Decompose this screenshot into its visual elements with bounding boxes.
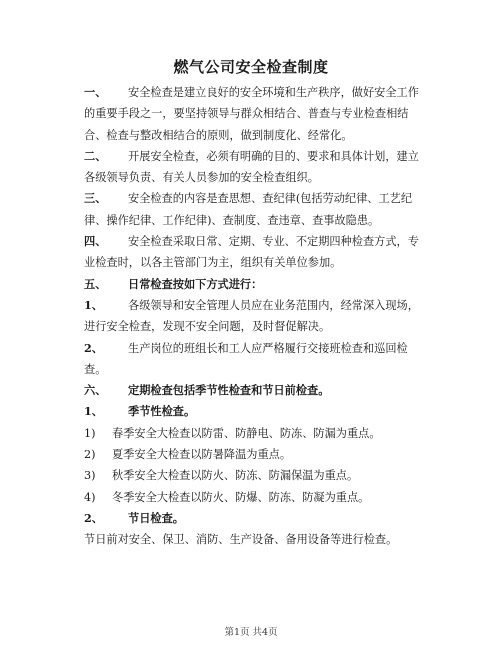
- section-text: 安全检查是建立良好的安全环境和生产秩序，做好安全工作的重要手段之一，要坚持领导与群众相结合、普查与专业检查相结合、检查与整改相结合的原则，做到制度化、经常化。: [84, 86, 419, 142]
- section-text: 安全检查采取日常、定期、专业、不定期四种检查方式，专业检查时，以各主管部门为主，组织有关单位参加。: [84, 235, 419, 270]
- section-6-heading: [84, 380, 424, 401]
- item-number: 3): [84, 469, 96, 483]
- item-number: 2): [84, 448, 96, 462]
- section-5-item-2: [84, 338, 424, 381]
- section-2: [84, 146, 424, 189]
- section-4: [84, 231, 424, 274]
- sub-number: 2、: [84, 510, 103, 525]
- section-5-heading: [84, 274, 424, 295]
- holiday-check-text: 节日前对安全、保卫、消防、生产设备、备用设备等进行检查。: [84, 533, 398, 547]
- seasonal-item-3: [84, 465, 424, 486]
- section-6-sub-1-heading: [84, 401, 424, 422]
- item-text: 夏季安全大检查以防暑降温为重点。: [112, 448, 292, 462]
- section-number: 六、: [84, 383, 107, 398]
- section-number: 一、: [84, 85, 107, 99]
- section-heading-text: 定期检查包括季节性检查和节日前检查。: [128, 383, 330, 398]
- section-number: 四、: [84, 234, 107, 249]
- page-number-footer: 第1页 共4页: [224, 627, 278, 638]
- item-text: 秋季安全大检查以防火、防冻、防漏保温为重点。: [112, 469, 359, 483]
- item-number: 4): [84, 490, 96, 504]
- section-heading-text: 日常检查按如下方式进行：: [128, 276, 263, 291]
- section-number: 三、: [84, 191, 107, 206]
- item-text: 冬季安全大检查以防火、防爆、防冻、防凝为重点。: [112, 490, 370, 504]
- section-5-item-1: [84, 295, 424, 338]
- item-number: 1): [84, 426, 96, 440]
- section-text: 安全检查的内容是查思想、查纪律(包括劳动纪律、工艺纪律、操作纪律、工作纪律)、查制度、查违章、查事故隐患。: [84, 192, 413, 227]
- section-number: 五、: [84, 276, 107, 291]
- sub-number: 1、: [84, 404, 103, 419]
- section-6-sub-2-heading: [84, 508, 424, 529]
- seasonal-item-2: [84, 444, 424, 465]
- item-text: 生产岗位的班组长和工人应严格履行交接班检查和巡回检查。: [84, 341, 408, 376]
- document-body: [84, 82, 424, 551]
- sub-heading-text: 季节性检查。: [128, 404, 196, 419]
- sub-heading-text: 节日检查。: [128, 510, 184, 525]
- section-3: [84, 188, 424, 231]
- section-text: 开展安全检查，必须有明确的目的、要求和具体计划，建立各级领导负责、有关人员参加的安全检查组织。: [84, 149, 419, 185]
- item-text: 春季安全大检查以防雷、防静电、防冻、防漏为重点。: [112, 426, 381, 440]
- section-number: 二、: [84, 148, 107, 163]
- seasonal-item-1: [84, 423, 424, 444]
- item-number: 1、: [84, 297, 103, 312]
- item-text: 各级领导和安全管理人员应在业务范围内，经常深入现场，进行安全检查，发现不安全问题，及时督促解决。: [84, 298, 419, 334]
- item-number: 2、: [84, 340, 103, 355]
- seasonal-item-4: [84, 487, 424, 508]
- section-1: [84, 82, 424, 146]
- page-title: 燃气公司安全检查制度: [173, 58, 329, 76]
